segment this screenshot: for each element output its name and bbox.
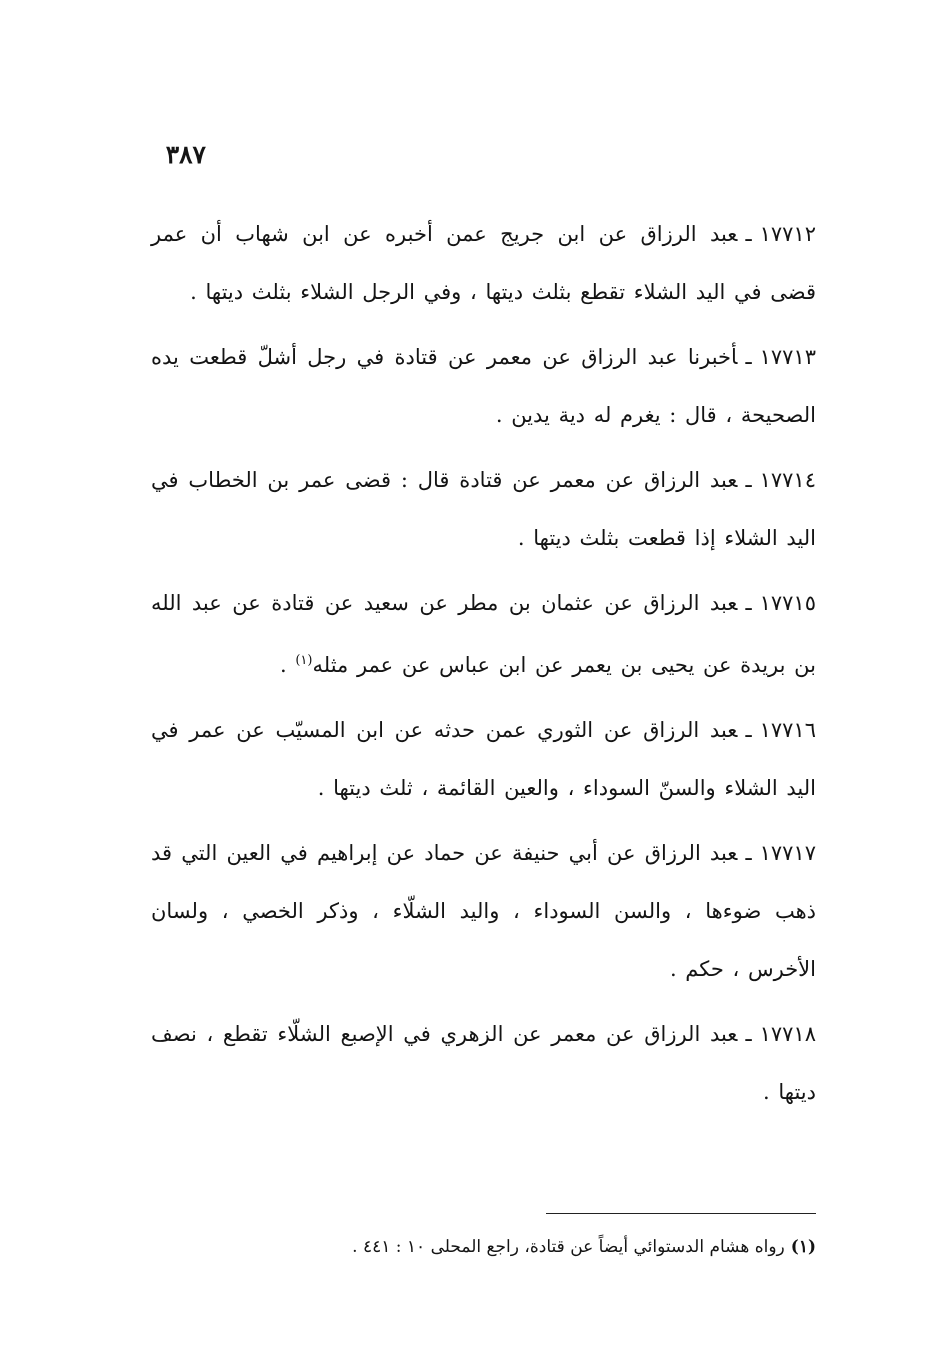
entry-dash: ـ <box>745 591 752 615</box>
entry-number: ١٧٧١٤ <box>759 468 816 492</box>
footnote-marker: (١) <box>790 1237 816 1257</box>
footnote <box>151 1232 816 1262</box>
entry-number: ١٧٧١٨ <box>759 1022 816 1046</box>
entry-text: عبد الرزاق عن الثوري عمن حدثه عن ابن المسيّب عن عمر في اليد الشلاء والسنّ السوداء ، والعين القائمة ، ثلث ديتها . <box>151 718 816 800</box>
entry-dash: ـ <box>745 345 752 369</box>
hadith-entries <box>151 205 816 1128</box>
entry-text: عبد الرزاق عن معمر عن الزهري في الإصبع الشلّاء تقطع ، نصف ديتها . <box>151 1022 816 1104</box>
hadith-entry <box>151 451 816 567</box>
entry-text: عبد الرزاق عن ابن جريج عمن أخبره عن ابن شهاب أن عمر قضى في اليد الشلاء تقطع بثلث ديتها ، وفي الرجل الشلاء بثلث ديتها . <box>151 222 816 304</box>
footnote-text: رواه هشام الدستوائي أيضاً عن قتادة، راجع المحلى ١٠ : ٤٤١ . <box>352 1237 785 1257</box>
entry-dash: ـ <box>745 718 752 742</box>
entry-dash: ـ <box>745 1022 752 1046</box>
hadith-entry <box>151 574 816 694</box>
hadith-entry <box>151 701 816 817</box>
entry-number: ١٧٧١٢ <box>759 222 816 246</box>
hadith-entry <box>151 205 816 321</box>
entry-text: عبد الرزاق عن أبي حنيفة عن حماد عن إبراهيم في العين التي قد ذهب ضوءها ، والسن السوداء ، واليد الشلّاء ، وذكر الخصي ، ولسان الأخرس ، حكم . <box>151 841 816 981</box>
entry-number: ١٧٧١٣ <box>759 345 816 369</box>
hadith-entry <box>151 328 816 444</box>
entry-tail: . <box>279 653 296 677</box>
entry-text: عبد الرزاق عن عثمان بن مطر عن سعيد عن قتادة عن عبد الله بن بريدة عن يحيى بن يعمر عن ابن عباس عن عمر مثله <box>151 591 816 677</box>
hadith-entry <box>151 1005 816 1121</box>
hadith-entry <box>151 824 816 998</box>
entry-dash: ـ <box>745 468 752 492</box>
entry-number: ١٧٧١٦ <box>759 718 816 742</box>
footnote-reference[interactable]: (١) <box>295 653 313 668</box>
footnote-divider <box>546 1213 816 1214</box>
entry-text: عبد الرزاق عن معمر عن قتادة قال : قضى عمر بن الخطاب في اليد الشلاء إذا قطعت بثلث ديتها . <box>151 468 816 550</box>
entry-text: أخبرنا عبد الرزاق عن معمر عن قتادة في رجل أشلّ قطعت يده الصحيحة ، قال : يغرم له دية يدين . <box>151 345 816 427</box>
entry-dash: ـ <box>745 222 752 246</box>
entry-number: ١٧٧١٥ <box>759 591 816 615</box>
page-number: ٣٨٧ <box>165 140 206 169</box>
entry-number: ١٧٧١٧ <box>759 841 816 865</box>
entry-dash: ـ <box>745 841 752 865</box>
